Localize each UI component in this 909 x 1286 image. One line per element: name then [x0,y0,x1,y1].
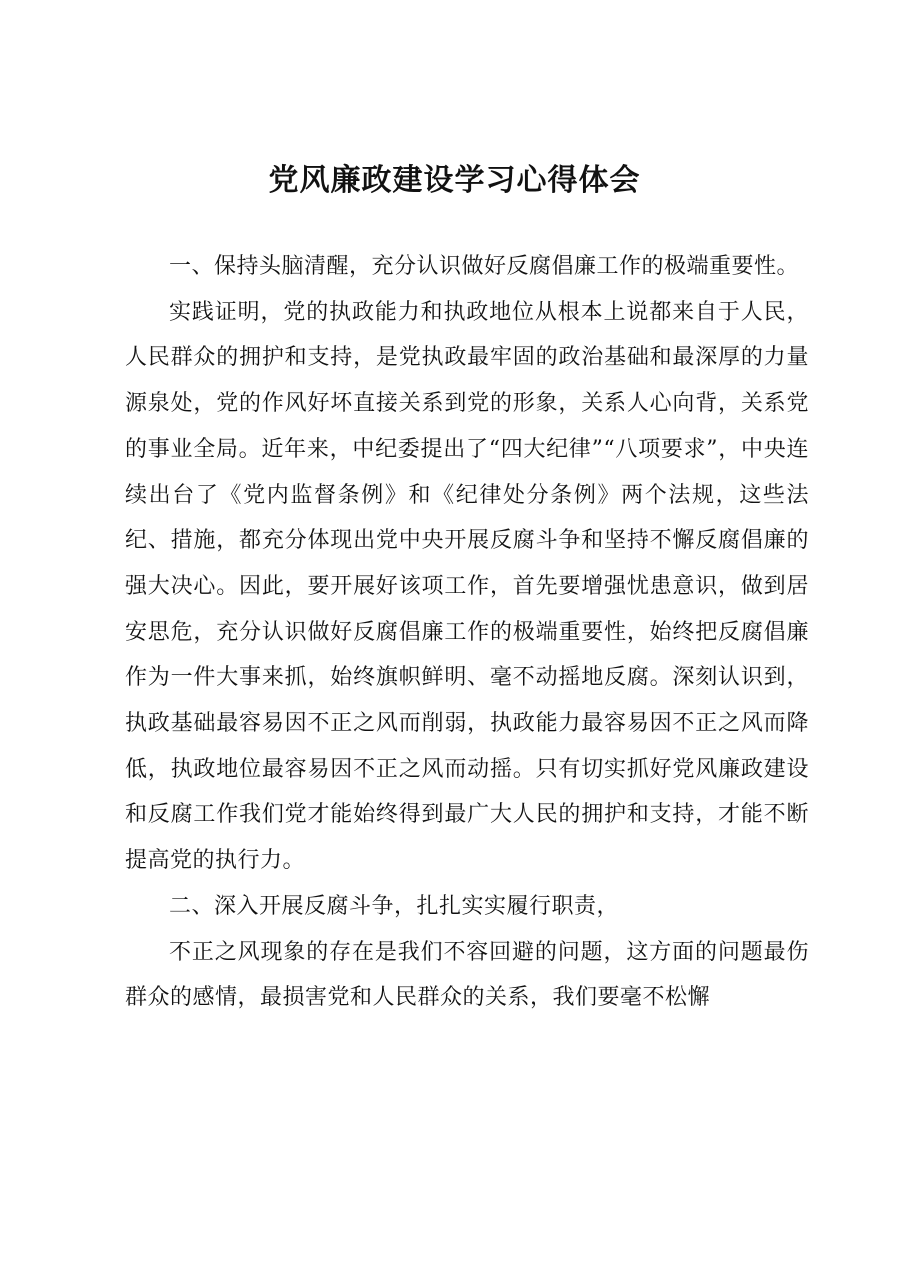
document-body [125,244,809,1021]
document-title: 党风廉政建设学习心得体会 [268,163,641,198]
paragraph-practice: 实践证明，党的执政能力和执政地位从根本上说都来自于人民，人民群众的拥护和支持，是党执政最牢固的政治基础和最深厚的力量源泉处，党的作风好坏直接关系到党的形象，关系人心向背，关系党的事业全局。近年来，中纪委提出了“四大纪律”“八项要求”，中央连续出台了《党内监督条例》和《纪律处分条例》两个法规，这些法纪、措施，都充分体现出党中央开展反腐斗争和坚持不懈反腐倡廉的强大决心。因此，要开展好该项工作，首先要增强忧患意识，做到居安思危，充分认识做好反腐倡廉工作的极端重要性，始终把反腐倡廉作为一件大事来抓，始终旗帜鲜明、毫不动摇地反腐。深刻认识到，执政基础最容易因不正之风而削弱，执政能力最容易因不正之风而降低，执政地位最容易因不正之风而动摇。只有切实抓好党风廉政建设和反腐工作我们党才能始终得到最广大人民的拥护和支持，才能不断提高党的执行力。 [125,299,809,874]
paragraph-heading-1: 一、保持头脑清醒，充分认识做好反腐倡廉工作的极端重要性。 [169,254,800,279]
paragraph-unhealthy-practices: 不正之风现象的存在是我们不容回避的问题，这方面的问题最伤群众的感情，最损害党和人民群众的关系，我们要毫不松懈 [125,939,809,1011]
paragraph-heading-2: 二、深入开展反腐斗争，扎扎实实履行职责， [169,893,620,919]
